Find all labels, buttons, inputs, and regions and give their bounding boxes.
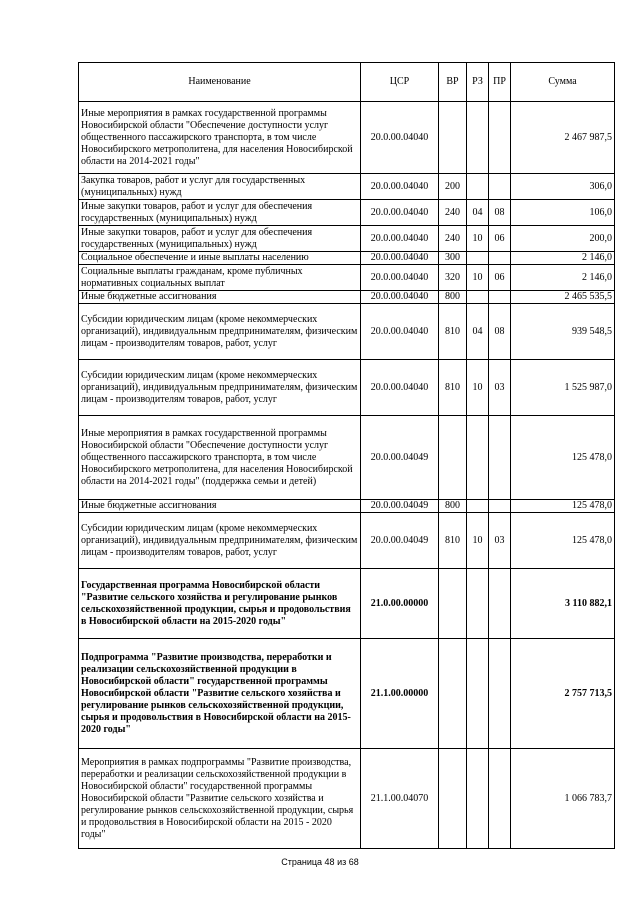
cell-name: Субсидии юридическим лицам (кроме некоммерческих организаций), индивидуальным предпринимателям, физическим лицам - производителям товаров, работ, услуг [79, 360, 361, 416]
cell-name: Иные бюджетные ассигнования [79, 500, 361, 513]
cell-csr: 20.0.00.04049 [361, 416, 439, 500]
cell-vr [439, 416, 467, 500]
cell-name: Социальное обеспечение и иные выплаты населению [79, 252, 361, 265]
cell-csr: 20.0.00.04040 [361, 174, 439, 200]
cell-name: Иные закупки товаров, работ и услуг для обеспечения государственных (муниципальных) нужд [79, 226, 361, 252]
cell-vr: 800 [439, 500, 467, 513]
cell-sum: 200,0 [511, 226, 615, 252]
cell-rz: 04 [467, 304, 489, 360]
cell-vr [439, 102, 467, 174]
table-row [79, 265, 615, 291]
cell-csr: 20.0.00.04040 [361, 252, 439, 265]
cell-pr: 08 [489, 304, 511, 360]
cell-csr: 21.1.00.00000 [361, 639, 439, 749]
cell-pr: 06 [489, 226, 511, 252]
cell-pr: 03 [489, 513, 511, 569]
cell-vr: 300 [439, 252, 467, 265]
cell-rz: 10 [467, 513, 489, 569]
header-rz: РЗ [467, 63, 489, 102]
cell-csr: 20.0.00.04049 [361, 500, 439, 513]
cell-sum: 125 478,0 [511, 500, 615, 513]
cell-vr [439, 569, 467, 639]
cell-vr: 240 [439, 200, 467, 226]
cell-pr [489, 291, 511, 304]
cell-sum: 306,0 [511, 174, 615, 200]
table-row [79, 639, 615, 749]
cell-rz [467, 252, 489, 265]
cell-rz [467, 291, 489, 304]
cell-pr [489, 500, 511, 513]
cell-csr: 21.0.00.00000 [361, 569, 439, 639]
header-pr: ПР [489, 63, 511, 102]
budget-table [78, 62, 615, 849]
table-row [79, 513, 615, 569]
cell-vr: 800 [439, 291, 467, 304]
cell-rz: 10 [467, 226, 489, 252]
cell-rz: 10 [467, 265, 489, 291]
cell-rz: 10 [467, 360, 489, 416]
header-vr: ВР [439, 63, 467, 102]
cell-csr: 20.0.00.04040 [361, 265, 439, 291]
header-csr: ЦСР [361, 63, 439, 102]
table-row [79, 569, 615, 639]
cell-pr [489, 174, 511, 200]
header-sum: Сумма [511, 63, 615, 102]
cell-sum: 106,0 [511, 200, 615, 226]
cell-vr: 810 [439, 360, 467, 416]
cell-pr [489, 749, 511, 849]
table-row [79, 749, 615, 849]
cell-rz [467, 174, 489, 200]
cell-sum: 125 478,0 [511, 513, 615, 569]
cell-csr: 20.0.00.04040 [361, 226, 439, 252]
cell-rz [467, 639, 489, 749]
cell-pr [489, 569, 511, 639]
page-number: Страница 48 из 68 [281, 857, 359, 867]
cell-csr: 20.0.00.04040 [361, 102, 439, 174]
cell-name: Социальные выплаты гражданам, кроме публичных нормативных социальных выплат [79, 265, 361, 291]
table-row [79, 226, 615, 252]
cell-vr: 200 [439, 174, 467, 200]
cell-vr: 320 [439, 265, 467, 291]
cell-sum: 1 525 987,0 [511, 360, 615, 416]
cell-sum: 3 110 882,1 [511, 569, 615, 639]
cell-name: Иные бюджетные ассигнования [79, 291, 361, 304]
table-row [79, 360, 615, 416]
table-header-row [79, 63, 615, 102]
cell-pr: 03 [489, 360, 511, 416]
cell-sum: 2 757 713,5 [511, 639, 615, 749]
cell-rz [467, 416, 489, 500]
cell-name: Субсидии юридическим лицам (кроме некоммерческих организаций), индивидуальным предпринимателям, физическим лицам - производителям товаров, работ, услуг [79, 513, 361, 569]
table-row [79, 304, 615, 360]
cell-sum: 2 146,0 [511, 252, 615, 265]
cell-pr [489, 102, 511, 174]
cell-sum: 1 066 783,7 [511, 749, 615, 849]
cell-name: Иные мероприятия в рамках государственной программы Новосибирской области "Обеспечение доступности услуг общественного пассажирского транспорта, в том числе Новосибирского метрополитена, для населения Новосибирской области на 2014-2021 годы" [79, 102, 361, 174]
cell-csr: 20.0.00.04040 [361, 304, 439, 360]
table-row [79, 500, 615, 513]
cell-vr [439, 639, 467, 749]
cell-pr: 08 [489, 200, 511, 226]
table-row [79, 102, 615, 174]
cell-sum: 125 478,0 [511, 416, 615, 500]
cell-sum: 2 146,0 [511, 265, 615, 291]
cell-pr [489, 416, 511, 500]
cell-pr: 06 [489, 265, 511, 291]
cell-sum: 939 548,5 [511, 304, 615, 360]
cell-sum: 2 465 535,5 [511, 291, 615, 304]
cell-rz [467, 569, 489, 639]
cell-sum: 2 467 987,5 [511, 102, 615, 174]
cell-pr [489, 639, 511, 749]
cell-csr: 20.0.00.04040 [361, 360, 439, 416]
cell-name: Субсидии юридическим лицам (кроме некоммерческих организаций), индивидуальным предпринимателям, физическим лицам - производителям товаров, работ, услуг [79, 304, 361, 360]
header-name: Наименование [79, 63, 361, 102]
table-row [79, 174, 615, 200]
cell-rz: 04 [467, 200, 489, 226]
cell-csr: 20.0.00.04040 [361, 291, 439, 304]
cell-rz [467, 500, 489, 513]
cell-vr: 810 [439, 304, 467, 360]
table-row [79, 291, 615, 304]
cell-rz [467, 749, 489, 849]
cell-csr: 20.0.00.04049 [361, 513, 439, 569]
cell-rz [467, 102, 489, 174]
cell-vr [439, 749, 467, 849]
cell-vr: 810 [439, 513, 467, 569]
cell-name: Государственная программа Новосибирской области "Развитие сельского хозяйства и регулирование рынков сельскохозяйственной продукции, сырья и продовольствия в Новосибирской области на 2015-2020 годы" [79, 569, 361, 639]
table-row [79, 252, 615, 265]
cell-csr: 21.1.00.04070 [361, 749, 439, 849]
cell-csr: 20.0.00.04040 [361, 200, 439, 226]
cell-vr: 240 [439, 226, 467, 252]
table-row [79, 200, 615, 226]
cell-name: Подпрограмма "Развитие производства, переработки и реализации сельскохозяйственной продукции в Новосибирской области" государственной программы Новосибирской области "Развитие сельского хозяйства и регулирование рынков сельскохозяйственной продукции, сырья и продовольствия в Новосибирской области на 2015-2020 годы" [79, 639, 361, 749]
table-row [79, 416, 615, 500]
cell-name: Мероприятия в рамках подпрограммы "Развитие производства, переработки и реализации сельскохозяйственной продукции в Новосибирской области" государственной программы Новосибирской области "Развитие сельского хозяйства и регулирование рынков сельскохозяйственной продукции, сырья и продовольствия в Новосибирской области на 2015 - 2020 годы" [79, 749, 361, 849]
cell-name: Иные мероприятия в рамках государственной программы Новосибирской области "Обеспечение доступности услуг общественного пассажирского транспорта, в том числе Новосибирского метрополитена, для населения Новосибирской области на 2014-2021 годы" (поддержка семьи и детей) [79, 416, 361, 500]
cell-pr [489, 252, 511, 265]
cell-name: Иные закупки товаров, работ и услуг для обеспечения государственных (муниципальных) нужд [79, 200, 361, 226]
cell-name: Закупка товаров, работ и услуг для государственных (муниципальных) нужд [79, 174, 361, 200]
